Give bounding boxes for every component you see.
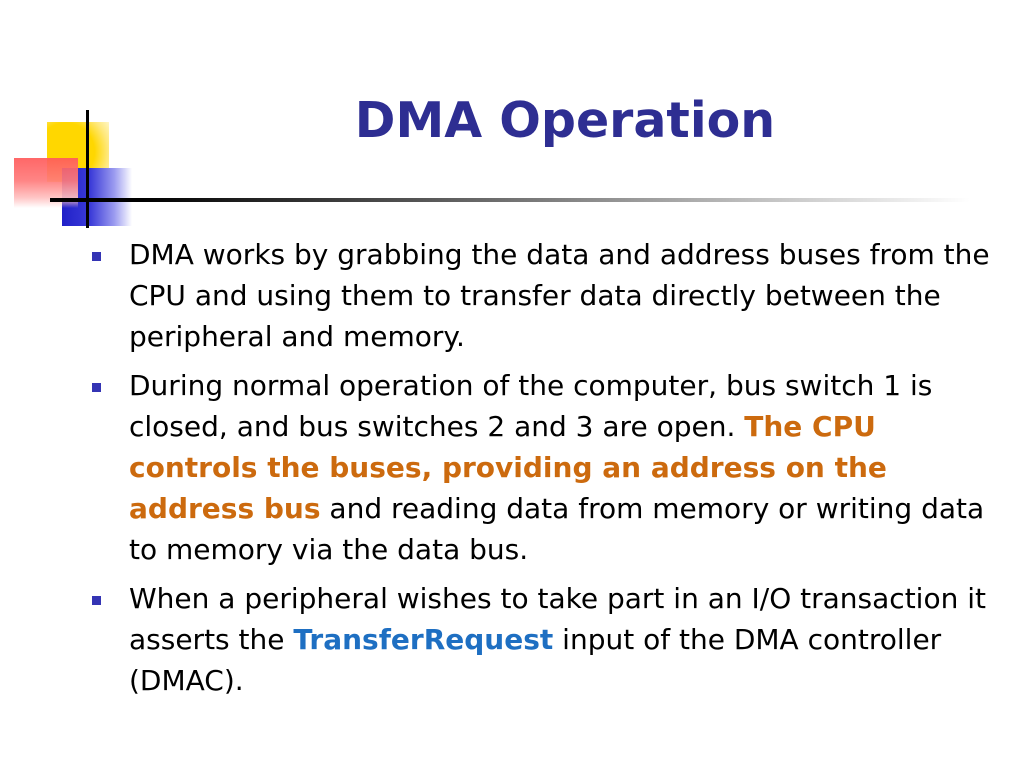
bullet-item (88, 234, 1004, 357)
square-bullet-icon (92, 252, 101, 261)
text-segment: and reading data from memory or writing data to memory via the data bus. (129, 492, 985, 566)
bullet-text (129, 369, 984, 566)
square-bullet-icon (92, 383, 101, 392)
bullet-text (129, 582, 986, 697)
highlighted-text-segment: The CPU controls the buses, providing an address on the address bus (129, 410, 887, 525)
text-segment: When a peripheral wishes to take part in an I/O transaction it asserts the (129, 582, 986, 656)
text-segment: DMA works by grabbing the data and address buses from the CPU and using them to transfer data directly between the peripheral and memory. (129, 238, 990, 353)
bullet-list (88, 234, 1004, 709)
bullet-text (129, 238, 990, 353)
highlighted-text-segment: TransferRequest (293, 623, 554, 656)
logo-vertical-line (86, 110, 89, 228)
slide-logo-decoration (0, 0, 140, 240)
bullet-item (88, 578, 1004, 701)
text-segment: During normal operation of the computer, bus switch 1 is closed, and bus switches 2 and 3 are open. (129, 369, 933, 443)
text-segment: input of the DMA controller (DMAC). (129, 623, 942, 697)
slide-title: DMA Operation (354, 92, 776, 149)
square-bullet-icon (92, 596, 101, 605)
title-divider-rule (50, 198, 970, 202)
bullet-item (88, 365, 1004, 570)
